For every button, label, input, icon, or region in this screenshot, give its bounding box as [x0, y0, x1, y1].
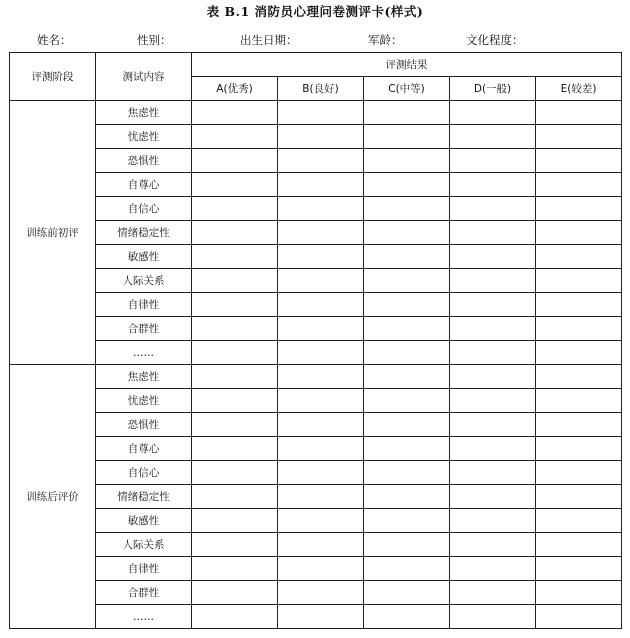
result-cell[interactable] [192, 557, 278, 581]
result-cell[interactable] [192, 293, 278, 317]
stage-cell: 训练前初评 [10, 101, 96, 365]
result-cell[interactable] [278, 605, 364, 629]
result-cell[interactable] [278, 581, 364, 605]
table-row [10, 245, 622, 269]
table-row [10, 341, 622, 365]
result-cell[interactable] [192, 485, 278, 509]
result-cell[interactable] [278, 485, 364, 509]
result-cell[interactable] [192, 605, 278, 629]
result-cell[interactable] [450, 557, 536, 581]
result-cell[interactable] [364, 317, 450, 341]
name-label: 姓名： [37, 33, 72, 47]
result-cell[interactable] [450, 461, 536, 485]
result-cell[interactable] [278, 221, 364, 245]
result-cell[interactable] [536, 125, 622, 149]
result-cell[interactable] [192, 389, 278, 413]
result-cell[interactable] [192, 413, 278, 437]
result-cell[interactable] [278, 437, 364, 461]
result-cell[interactable] [364, 509, 450, 533]
grade-header-3: D(一般) [450, 77, 536, 101]
result-cell[interactable] [536, 269, 622, 293]
test-item-cell: 合群性 [96, 581, 192, 605]
result-cell[interactable] [278, 149, 364, 173]
result-cell[interactable] [278, 173, 364, 197]
result-cell[interactable] [450, 485, 536, 509]
result-cell[interactable] [450, 365, 536, 389]
table-row [10, 125, 622, 149]
result-cell[interactable] [364, 269, 450, 293]
result-cell[interactable] [278, 269, 364, 293]
result-cell[interactable] [450, 389, 536, 413]
result-cell[interactable] [364, 149, 450, 173]
test-item-cell: 恐惧性 [96, 149, 192, 173]
test-item-cell: 人际关系 [96, 533, 192, 557]
test-item-cell: 自信心 [96, 197, 192, 221]
result-cell[interactable] [536, 149, 622, 173]
result-cell[interactable] [192, 581, 278, 605]
result-cell[interactable] [536, 365, 622, 389]
result-cell[interactable] [192, 365, 278, 389]
result-cell[interactable] [364, 437, 450, 461]
table-row [10, 605, 622, 629]
test-item-cell: 恐惧性 [96, 413, 192, 437]
table-row [10, 485, 622, 509]
result-cell[interactable] [450, 293, 536, 317]
test-item-cell: 忧虑性 [96, 125, 192, 149]
personal-info-row [0, 32, 630, 48]
result-cell[interactable] [364, 485, 450, 509]
result-cell[interactable] [450, 221, 536, 245]
result-cell[interactable] [192, 149, 278, 173]
result-cell[interactable] [278, 245, 364, 269]
header-result: 评测结果 [192, 53, 622, 77]
table-row [10, 173, 622, 197]
test-item-cell: …… [96, 605, 192, 629]
test-item-cell: …… [96, 341, 192, 365]
result-cell[interactable] [364, 245, 450, 269]
result-cell[interactable] [536, 293, 622, 317]
result-cell[interactable] [450, 581, 536, 605]
result-cell[interactable] [536, 461, 622, 485]
result-cell[interactable] [192, 437, 278, 461]
test-item-cell: 敏感性 [96, 245, 192, 269]
result-cell[interactable] [364, 581, 450, 605]
table-body [10, 101, 622, 629]
grade-header-4: E(较差) [536, 77, 622, 101]
result-cell[interactable] [192, 341, 278, 365]
result-cell[interactable] [450, 533, 536, 557]
result-cell[interactable] [364, 293, 450, 317]
result-cell[interactable] [192, 509, 278, 533]
result-cell[interactable] [278, 341, 364, 365]
stage-cell: 训练后评价 [10, 365, 96, 629]
result-cell[interactable] [536, 605, 622, 629]
table-row [10, 581, 622, 605]
service-years-label: 军龄： [368, 33, 403, 47]
result-cell[interactable] [364, 365, 450, 389]
test-item-cell: 自尊心 [96, 437, 192, 461]
result-cell[interactable] [278, 365, 364, 389]
result-cell[interactable] [450, 149, 536, 173]
result-cell[interactable] [278, 197, 364, 221]
result-cell[interactable] [450, 173, 536, 197]
test-item-cell: 焦虑性 [96, 365, 192, 389]
result-cell[interactable] [364, 173, 450, 197]
result-cell[interactable] [364, 101, 450, 125]
result-cell[interactable] [450, 197, 536, 221]
result-cell[interactable] [536, 581, 622, 605]
result-cell[interactable] [192, 197, 278, 221]
test-item-cell: 自律性 [96, 557, 192, 581]
result-cell[interactable] [192, 245, 278, 269]
grade-header-1: B(良好) [278, 77, 364, 101]
result-cell[interactable] [450, 269, 536, 293]
result-cell[interactable] [278, 533, 364, 557]
result-cell[interactable] [364, 461, 450, 485]
result-cell[interactable] [364, 389, 450, 413]
result-cell[interactable] [364, 557, 450, 581]
result-cell[interactable] [450, 341, 536, 365]
education-label: 文化程度： [466, 33, 524, 47]
result-cell[interactable] [278, 317, 364, 341]
result-cell[interactable] [364, 197, 450, 221]
result-cell[interactable] [278, 413, 364, 437]
result-cell[interactable] [450, 605, 536, 629]
test-item-cell: 忧虑性 [96, 389, 192, 413]
test-item-cell: 自尊心 [96, 173, 192, 197]
table-row [10, 293, 622, 317]
result-cell[interactable] [536, 197, 622, 221]
result-cell[interactable] [536, 389, 622, 413]
result-cell[interactable] [192, 269, 278, 293]
table-row [10, 413, 622, 437]
table-row [10, 269, 622, 293]
result-cell[interactable] [192, 317, 278, 341]
page-title: 表 B.1 消防员心理问卷测评卡(样式) [206, 4, 424, 19]
header-content: 测试内容 [96, 53, 192, 101]
test-item-cell: 自信心 [96, 461, 192, 485]
result-cell[interactable] [364, 605, 450, 629]
table-row [10, 509, 622, 533]
result-cell[interactable] [192, 221, 278, 245]
result-cell[interactable] [364, 125, 450, 149]
result-cell[interactable] [278, 125, 364, 149]
result-cell[interactable] [192, 125, 278, 149]
header-stage: 评测阶段 [10, 53, 96, 101]
result-cell[interactable] [364, 221, 450, 245]
result-cell[interactable] [192, 461, 278, 485]
result-cell[interactable] [192, 533, 278, 557]
result-cell[interactable] [536, 485, 622, 509]
test-item-cell: 情绪稳定性 [96, 485, 192, 509]
table-row [10, 437, 622, 461]
result-cell[interactable] [278, 389, 364, 413]
birthdate-label: 出生日期： [240, 33, 298, 47]
result-cell[interactable] [536, 101, 622, 125]
table-row [10, 317, 622, 341]
grade-header-0: A(优秀) [192, 77, 278, 101]
table-row [10, 197, 622, 221]
result-cell[interactable] [278, 557, 364, 581]
result-cell[interactable] [536, 533, 622, 557]
result-cell[interactable] [536, 341, 622, 365]
result-cell[interactable] [536, 317, 622, 341]
result-cell[interactable] [278, 509, 364, 533]
evaluation-table [9, 52, 622, 629]
result-cell[interactable] [364, 533, 450, 557]
gender-label: 性别： [137, 33, 172, 47]
test-item-cell: 敏感性 [96, 509, 192, 533]
test-item-cell: 自律性 [96, 293, 192, 317]
result-cell[interactable] [450, 413, 536, 437]
grade-header-2: C(中等) [364, 77, 450, 101]
result-cell[interactable] [536, 557, 622, 581]
table-row [10, 221, 622, 245]
table-row [10, 365, 622, 389]
test-item-cell: 情绪稳定性 [96, 221, 192, 245]
table-row [10, 557, 622, 581]
result-cell[interactable] [278, 101, 364, 125]
result-cell[interactable] [450, 125, 536, 149]
result-cell[interactable] [364, 341, 450, 365]
table-row [10, 101, 622, 125]
result-cell[interactable] [450, 437, 536, 461]
result-cell[interactable] [192, 101, 278, 125]
result-cell[interactable] [536, 437, 622, 461]
result-cell[interactable] [192, 173, 278, 197]
table-row [10, 149, 622, 173]
result-cell[interactable] [536, 245, 622, 269]
table-row [10, 533, 622, 557]
test-item-cell: 焦虑性 [96, 101, 192, 125]
result-cell[interactable] [536, 509, 622, 533]
result-cell[interactable] [364, 413, 450, 437]
result-cell[interactable] [278, 461, 364, 485]
test-item-cell: 合群性 [96, 317, 192, 341]
result-cell[interactable] [450, 245, 536, 269]
result-cell[interactable] [536, 173, 622, 197]
table-row [10, 389, 622, 413]
result-cell[interactable] [536, 221, 622, 245]
table-row [10, 461, 622, 485]
result-cell[interactable] [450, 101, 536, 125]
test-item-cell: 人际关系 [96, 269, 192, 293]
result-cell[interactable] [536, 413, 622, 437]
result-cell[interactable] [278, 293, 364, 317]
result-cell[interactable] [450, 509, 536, 533]
result-cell[interactable] [450, 317, 536, 341]
